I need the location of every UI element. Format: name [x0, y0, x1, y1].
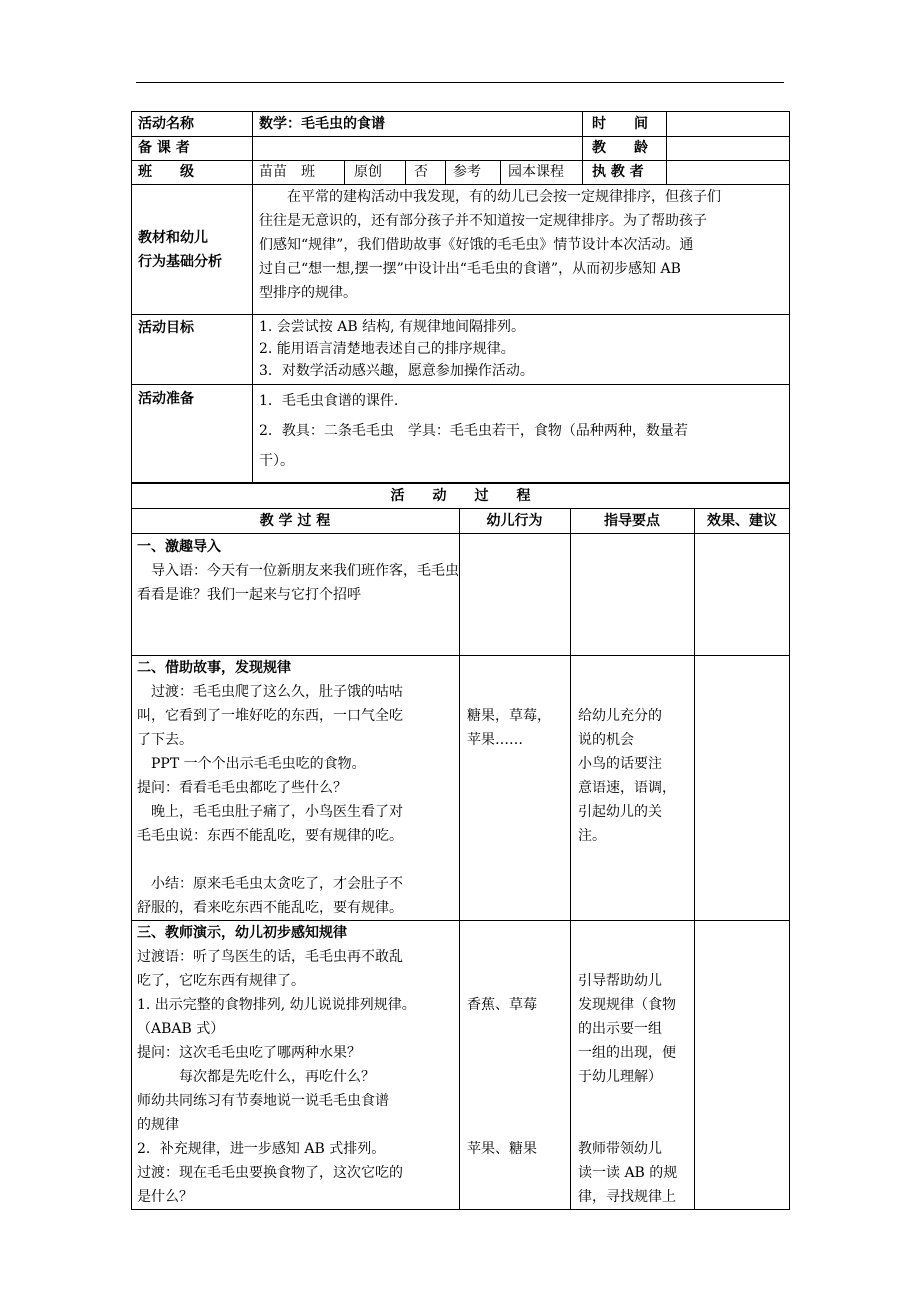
step3-behavior-2: 苹果、糖果 [467, 1141, 537, 1157]
label-activity-name: 活动名称 [138, 116, 194, 132]
step2-behavior: 糖果，草莓， 苹果…… [467, 708, 551, 748]
step1-text: 导入语：今天有一位新朋友来我们班作客，毛毛虫 看看是谁？我们一起来与它打个招呼 [137, 563, 459, 603]
analysis-text: 在平常的建构活动中我发现，有的幼儿已会按一定规律排序，但孩子们 往往是无意识的，还有部分孩子并不知道按一定规律排序。为了帮助孩子 们感知“规律”，我们借助故事《好饿的毛毛虫》情节设计本次活动。通 过自己“想一想,摆一摆”中设计出“毛毛虫的食谱”，从而初步感知 AB 型排序的规律。 [259, 189, 721, 301]
step3-behavior-1: 香蕉、草莓 [467, 997, 537, 1013]
process-title: 活 动 过 程 [390, 488, 531, 504]
step2-title: 二、借助故事，发现规律 [137, 660, 291, 676]
label-original: 原创 [354, 164, 382, 180]
activity-name: 数学：毛毛虫的食谱 [259, 116, 385, 132]
col-teaching: 教 学 过 程 [259, 513, 331, 529]
col-behavior: 幼儿行为 [486, 513, 543, 529]
step3-guidance-2: 教师带领幼儿 读一读 AB 的规 律，寻找规律上 [578, 1141, 678, 1205]
step3-text: 过渡语：听了鸟医生的话，毛毛虫再不敢乱 吃了，它吃东西有规律了。 1. 出示完整的食物排列, 幼儿说说排列规律。 （ABAB 式） 提问：这次毛毛虫吃了哪两种水果？ 每次都是先吃什么，再吃什么？ 师幼共同练习有节奏地说一说毛毛虫食谱 的规律 2．补充规律，进一步感知 AB 式排列。 过渡：现在毛毛虫要换食物了，这次它吃的 是什么？ [137, 949, 416, 1205]
goals-list: 1. 会尝试按 AB 结构, 有规律地间隔排列。 2. 能用语言清楚地表述自己的排序规律。 3．对数学活动感兴趣，愿意参加操作活动。 [259, 319, 534, 379]
label-analysis-1: 教材和幼儿 [138, 230, 208, 246]
label-goals: 活动目标 [138, 320, 194, 336]
col-effect: 效果、建议 [707, 513, 777, 529]
label-time: 时 间 [592, 116, 648, 132]
label-age: 教 龄 [592, 140, 648, 156]
step2-text: 过渡：毛毛虫爬了这么久，肚子饿的咕咕 叫，它看到了一堆好吃的东西，一口气全吃 了下去。 PPT 一个个出示毛毛虫吃的食物。 提问：看看毛毛虫都吃了些什么？ 晚上，毛毛虫肚子痛了，小鸟医生看了对 毛毛虫说：东西不能乱吃，要有规律的吃。 小结：原来毛毛虫太贪吃了，才会肚子不 舒服的，看来吃东西不能乱吃，要有规律。 [137, 684, 403, 916]
step3-title: 三、教师演示，幼儿初步感知规律 [137, 925, 347, 941]
col-guidance: 指导要点 [604, 513, 660, 529]
label-reference: 参考 [453, 164, 481, 180]
original-value: 否 [414, 164, 428, 180]
label-preparer: 备 课 者 [138, 140, 190, 156]
class-value: 苗苗 班 [259, 164, 315, 180]
step1-title: 一、激趣导入 [137, 539, 221, 555]
label-class: 班 级 [138, 164, 194, 180]
header-rule [136, 82, 784, 83]
label-teacher: 执 教 者 [592, 164, 644, 180]
step3-guidance-1: 引导帮助幼儿 发现规律（食物 的出示要一组 一组的出现，便 于幼儿理解） [578, 973, 676, 1085]
prep-text: 1．毛毛虫食谱的课件. 2．教具：二条毛毛虫 学具：毛毛虫若干，食物（品种两种，数量若 干）。 [259, 393, 688, 469]
label-analysis-2: 行为基础分析 [138, 254, 222, 270]
reference-value: 园本课程 [508, 164, 564, 180]
label-prep: 活动准备 [138, 391, 194, 407]
step2-guidance: 给幼儿充分的 说的机会 小鸟的话要注 意语速，语调， 引起幼儿的关 注。 [578, 708, 676, 844]
